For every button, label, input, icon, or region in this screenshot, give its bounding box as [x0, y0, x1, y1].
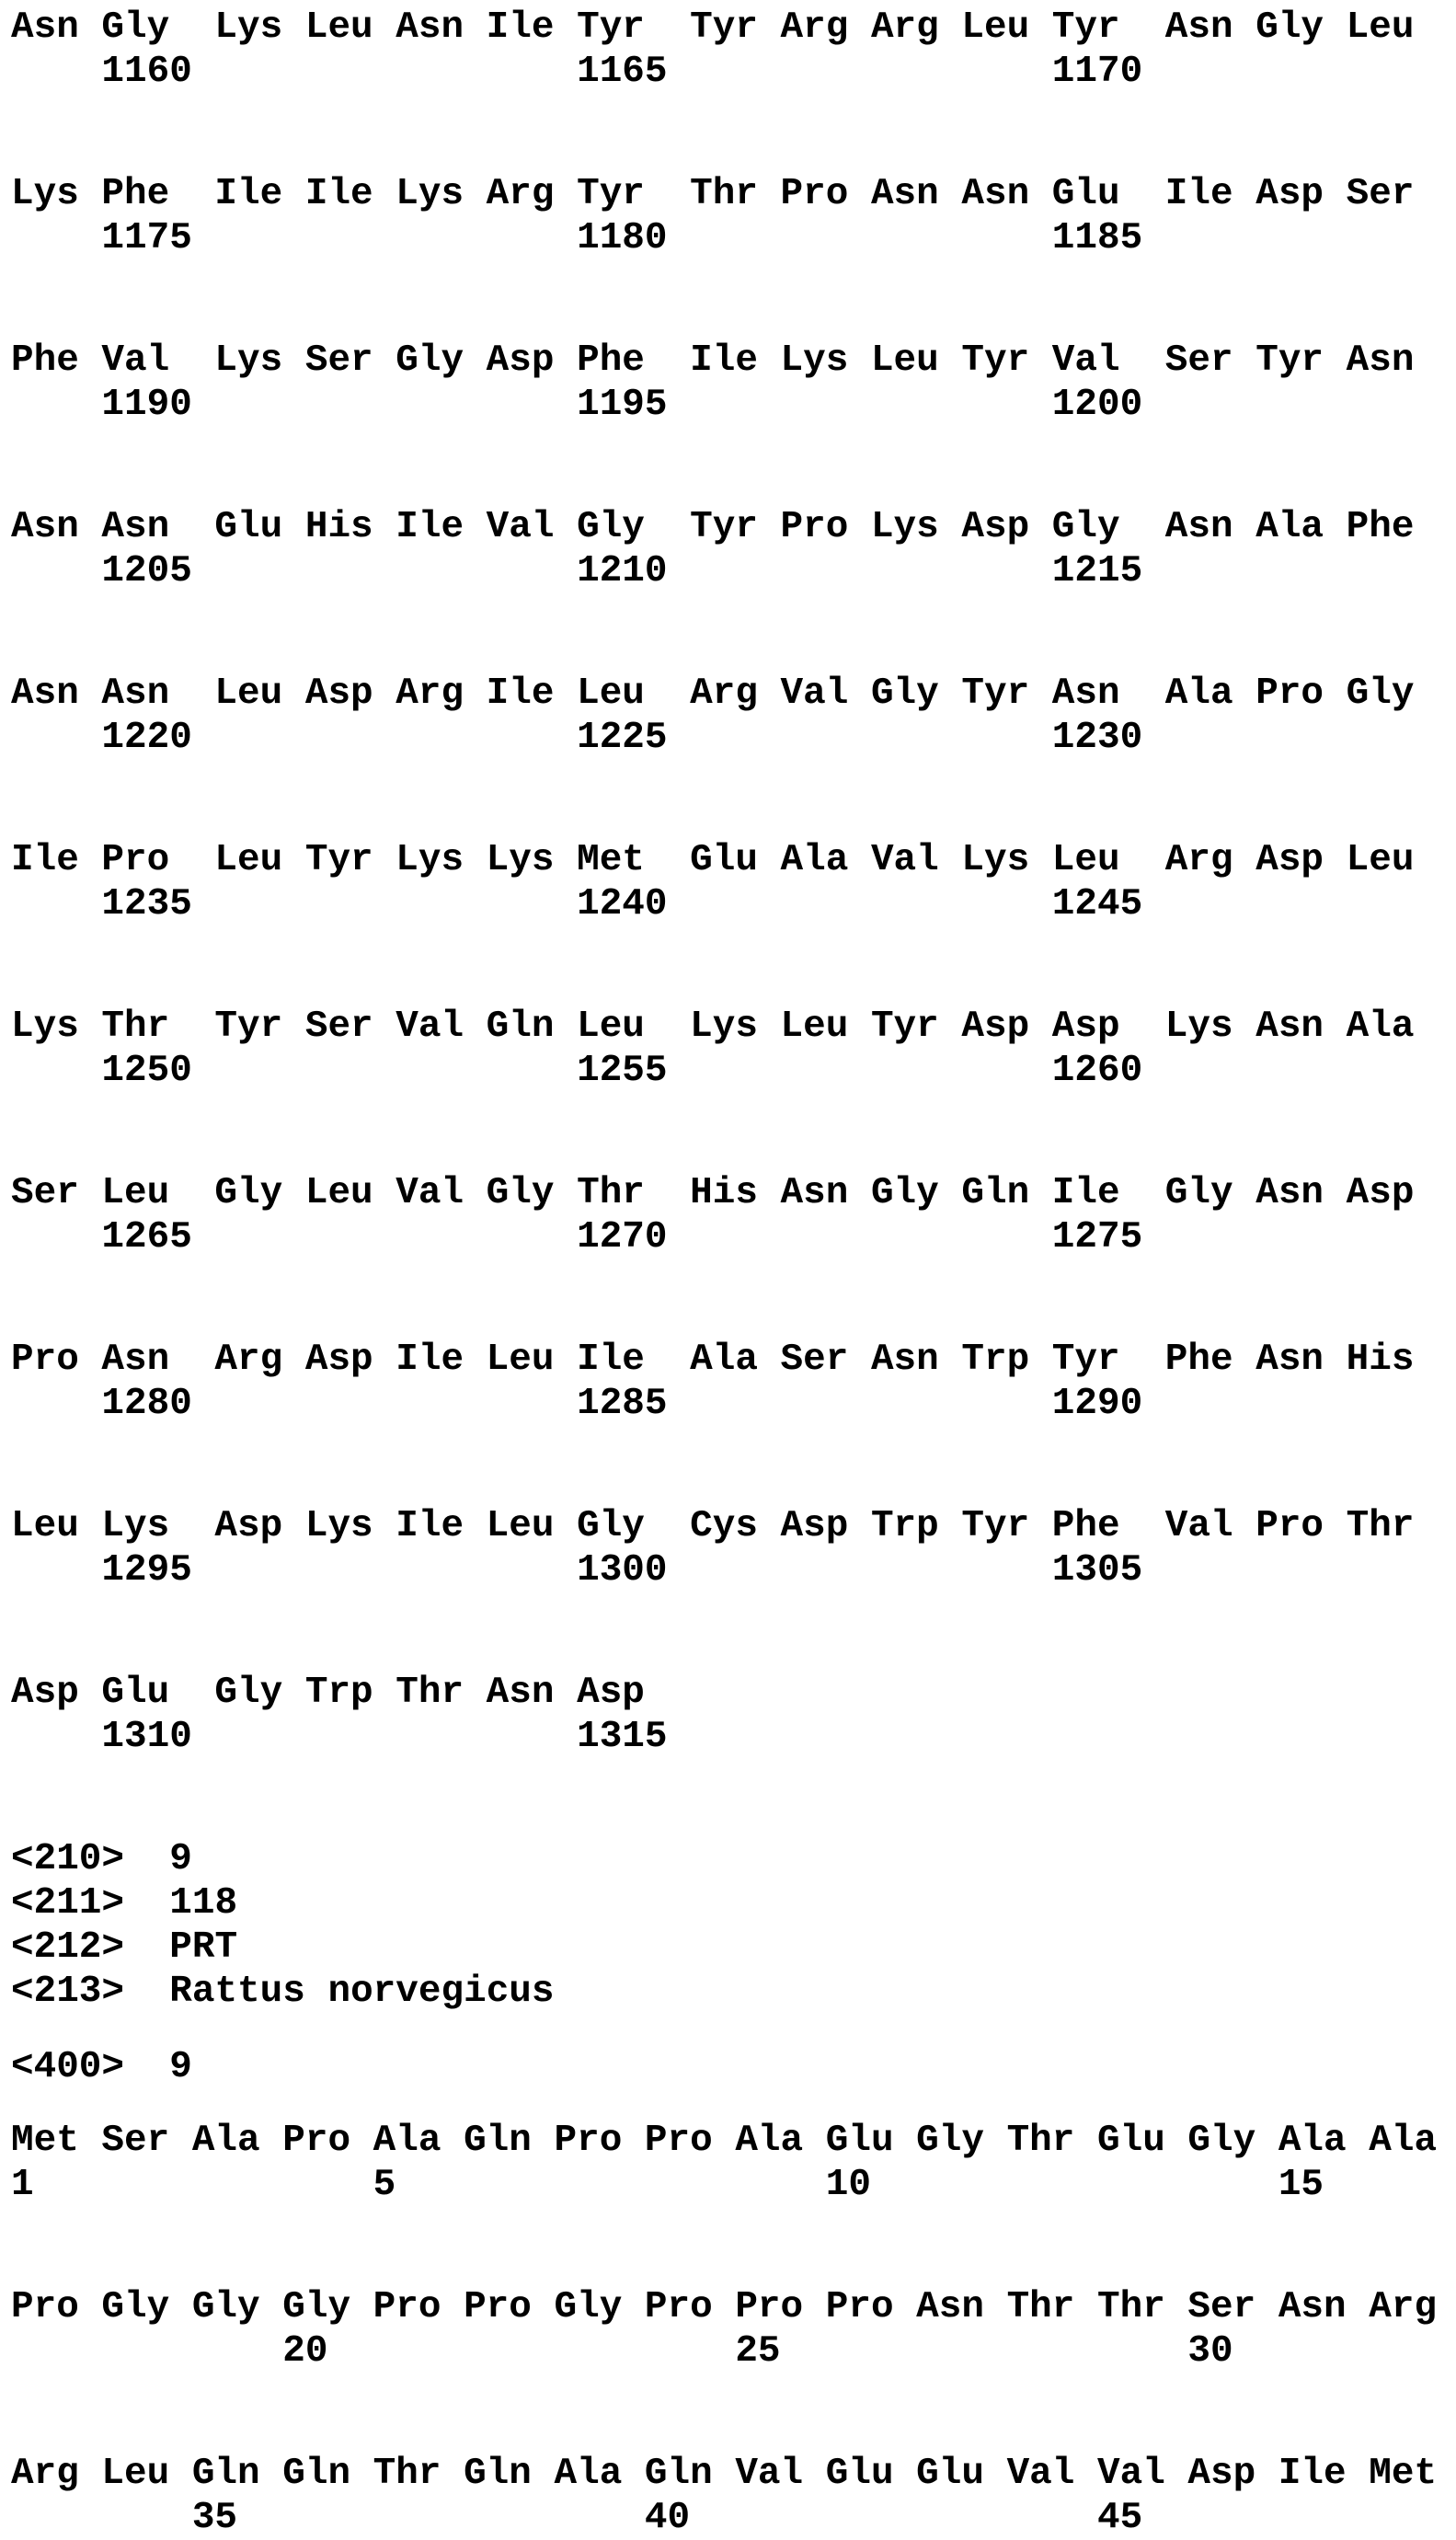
- residue-line: Arg Leu Gln Gln Thr Gln Ala Gln Val Glu Glu Val Val Asp Ile Met: [11, 2453, 1438, 2495]
- tag-label: <400>: [11, 2046, 125, 2088]
- tag-line-211: [11, 1881, 1456, 1925]
- sequence-block-1250: [11, 1005, 1456, 1093]
- position-line: 1280 1285 1290: [11, 1383, 1143, 1425]
- position-line: 1250 1255 1260: [11, 1050, 1143, 1092]
- upper-sequence-section: [11, 6, 1456, 1759]
- residue-line: Lys Phe Ile Ile Lys Arg Tyr Thr Pro Asn Asn Glu Ile Asp Ser: [11, 173, 1415, 215]
- residue-line: Leu Lys Asp Lys Ile Leu Gly Cys Asp Trp Tyr Phe Val Pro Thr: [11, 1505, 1415, 1547]
- residue-line: Met Ser Ala Pro Ala Gln Pro Pro Ala Glu Gly Thr Glu Gly Ala Ala: [11, 2120, 1438, 2162]
- position-line: 1295 1300 1305: [11, 1549, 1143, 1592]
- position-line: 1 5 10 15: [11, 2164, 1324, 2206]
- position-line: 1205 1210 1215: [11, 550, 1143, 592]
- tag-line-210: [11, 1837, 1456, 1881]
- position-line: 1310 1315: [11, 1716, 668, 1758]
- residue-line: Asn Gly Lys Leu Asn Ile Tyr Tyr Arg Arg Leu Tyr Asn Gly Leu: [11, 6, 1415, 49]
- sequence-block-seq9-row1: [11, 2119, 1456, 2207]
- sequence-block-1190: [11, 339, 1456, 427]
- sequence-block-1235: [11, 838, 1456, 926]
- residue-line: Asn Asn Leu Asp Arg Ile Leu Arg Val Gly Tyr Asn Ala Pro Gly: [11, 672, 1415, 715]
- sequence-block-seq9-row2: [11, 2285, 1456, 2373]
- tag-value: 9: [169, 2046, 192, 2088]
- sequence-block-1160: [11, 6, 1456, 94]
- position-line: 1220 1225 1230: [11, 717, 1143, 759]
- position-line: 1190 1195 1200: [11, 384, 1143, 426]
- tag-value: 9: [169, 1838, 192, 1880]
- sequence-marker-line-400: [11, 2045, 1456, 2089]
- tag-line-213: [11, 1970, 1456, 2014]
- position-line: 35 40 45: [11, 2497, 1143, 2539]
- sequence-block-1205: [11, 505, 1456, 593]
- tag-value: 118: [169, 1882, 238, 1925]
- tag-line-212: [11, 1925, 1456, 1970]
- lower-sequence-section: [11, 2119, 1456, 2540]
- sequence-block-1175: [11, 172, 1456, 260]
- sequence-block-seq9-row3: [11, 2452, 1456, 2540]
- sequence-block-1220: [11, 672, 1456, 760]
- sequence-metadata-section: [11, 1837, 1456, 2014]
- position-line: 1235 1240 1245: [11, 883, 1143, 925]
- residue-line: Ile Pro Leu Tyr Lys Lys Met Glu Ala Val Lys Leu Arg Asp Leu: [11, 839, 1415, 881]
- residue-line: Ser Leu Gly Leu Val Gly Thr His Asn Gly Gln Ile Gly Asn Asp: [11, 1172, 1415, 1214]
- residue-line: Lys Thr Tyr Ser Val Gln Leu Lys Leu Tyr Asp Asp Lys Asn Ala: [11, 1006, 1415, 1048]
- residue-line: Phe Val Lys Ser Gly Asp Phe Ile Lys Leu Tyr Val Ser Tyr Asn: [11, 339, 1415, 382]
- residue-line: Pro Asn Arg Asp Ile Leu Ile Ala Ser Asn Trp Tyr Phe Asn His: [11, 1339, 1415, 1381]
- residue-line: Pro Gly Gly Gly Pro Pro Gly Pro Pro Pro Asn Thr Thr Ser Asn Arg: [11, 2286, 1438, 2328]
- tag-label: <212>: [11, 1926, 125, 1969]
- tag-label: <213>: [11, 1971, 125, 2013]
- tag-value: Rattus norvegicus: [169, 1971, 555, 2013]
- tag-label: <210>: [11, 1838, 125, 1880]
- tag-value: PRT: [169, 1926, 238, 1969]
- sequence-block-1310: [11, 1671, 1456, 1759]
- position-line: 1265 1270 1275: [11, 1216, 1143, 1259]
- sequence-block-1280: [11, 1338, 1456, 1426]
- sequence-block-1295: [11, 1504, 1456, 1592]
- residue-line: Asn Asn Glu His Ile Val Gly Tyr Pro Lys Asp Gly Asn Ala Phe: [11, 506, 1415, 548]
- position-line: 1175 1180 1185: [11, 217, 1143, 259]
- position-line: 1160 1165 1170: [11, 51, 1143, 93]
- residue-line: Asp Glu Gly Trp Thr Asn Asp: [11, 1672, 645, 1714]
- position-line: 20 25 30: [11, 2330, 1233, 2373]
- sequence-block-1265: [11, 1171, 1456, 1259]
- tag-label: <211>: [11, 1882, 125, 1925]
